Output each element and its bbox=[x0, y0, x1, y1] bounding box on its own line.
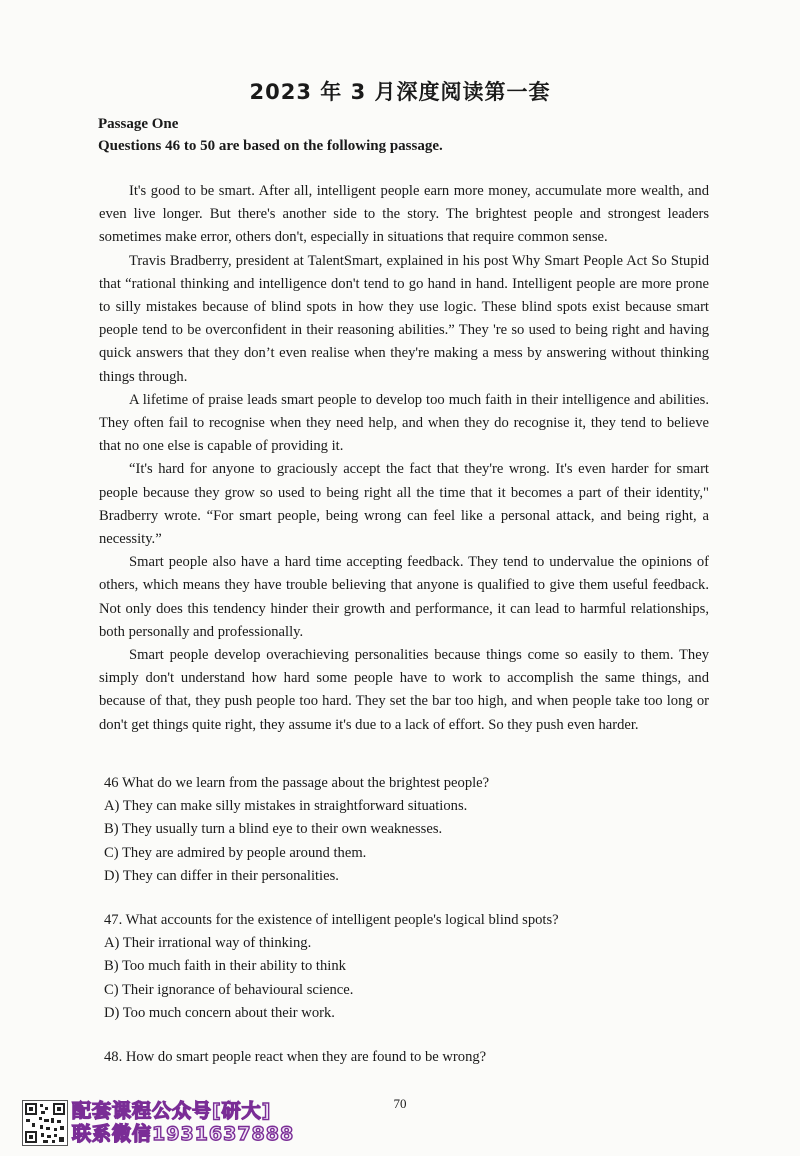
promo-course-line: 配套课程公众号[研大] bbox=[72, 1100, 272, 1122]
answer-option: A) Their irrational way of thinking. bbox=[104, 935, 312, 952]
paragraph: It's good to be smart. After all, intelligent people earn more money, accumulate more wealth, and even live longer. But there's another side to the story. The brightest people and strongest leaders sometimes make error, others don't, especially in situations that require common sense. bbox=[99, 183, 709, 246]
page-number: 70 bbox=[393, 1096, 407, 1111]
answer-option: D) They can differ in their personalities. bbox=[104, 867, 339, 884]
promo-banner bbox=[22, 1100, 322, 1148]
answer-option: C) Their ignorance of behavioural science. bbox=[104, 981, 354, 998]
answer-option: D) Too much concern about their work. bbox=[104, 1004, 335, 1021]
answer-option: B) Too much faith in their ability to think bbox=[104, 958, 346, 975]
question-47 bbox=[104, 909, 704, 1025]
paragraph: “It's hard for anyone to graciously accept the fact that they're wrong. It's even harder for smart people because they grow so used to being right all the time that it becomes a part of their identity," Bradberry wrote. “For smart people, being wrong can feel like a personal attack, and being right, a necessity.” bbox=[99, 461, 709, 548]
questions-instruction: Questions 46 to 50 are based on the following passage. bbox=[98, 138, 443, 154]
paragraph: Smart people also have a hard time accepting feedback. They tend to undervalue the opinions of others, which means they have trouble believing that anyone is qualified to give them useful feedback. Not only does this tendency hinder their growth and performance, it can lead to harmful relationships, both personally and professionally. bbox=[99, 554, 709, 640]
paragraph: A lifetime of praise leads smart people to develop too much faith in their intelligence and abilities. They often fail to recognise when they need help, and when they do recognise it, they tend to believe that no one else is capable of providing it. bbox=[99, 391, 709, 455]
passage-body bbox=[99, 180, 709, 737]
answer-option: B) They usually turn a blind eye to their own weaknesses. bbox=[104, 821, 443, 838]
answer-option: C) They are admired by people around them. bbox=[104, 844, 367, 861]
question-stem: 46 What do we learn from the passage about the brightest people? bbox=[104, 775, 490, 791]
question-48 bbox=[104, 1046, 704, 1069]
page-title: 2023 年 3 月深度阅读第一套 bbox=[249, 80, 551, 104]
passage-label: Passage One bbox=[98, 116, 179, 132]
question-stem: 47. What accounts for the existence of intelligent people's logical blind spots? bbox=[104, 912, 559, 929]
promo-contact-line: 联系微信1931637888 bbox=[72, 1123, 295, 1145]
question-stem: 48. How do smart people react when they are found to be wrong? bbox=[104, 1049, 487, 1066]
question-46 bbox=[104, 772, 704, 888]
paragraph: Travis Bradberry, president at TalentSmart, explained in his post Why Smart People Act So Stupid that “rational thinking and intelligence don't tend to go hand in hand. Intelligent people are more prone to silly mistakes because of blind spots in how they use logic. These blind spots exist because smart people tend to be overconfident in their reasoning abilities.” They 're so used to being right and having quick answers that they don’t even realise when they're making a mess by answering without thinking things through. bbox=[99, 252, 709, 385]
qr-code-icon bbox=[22, 1100, 68, 1146]
paragraph: Smart people develop overachieving personalities because things come so easily to them. They simply don't understand how hard some people have to work to accomplish the same things, and because of that, they push people too hard. They set the bar too high, and when people take too long or don't get things quite right, they assume it's due to a lack of effort. So they push even harder. bbox=[99, 647, 709, 733]
question-list bbox=[104, 772, 704, 1090]
answer-option: A) They can make silly mistakes in straightforward situations. bbox=[104, 798, 468, 815]
